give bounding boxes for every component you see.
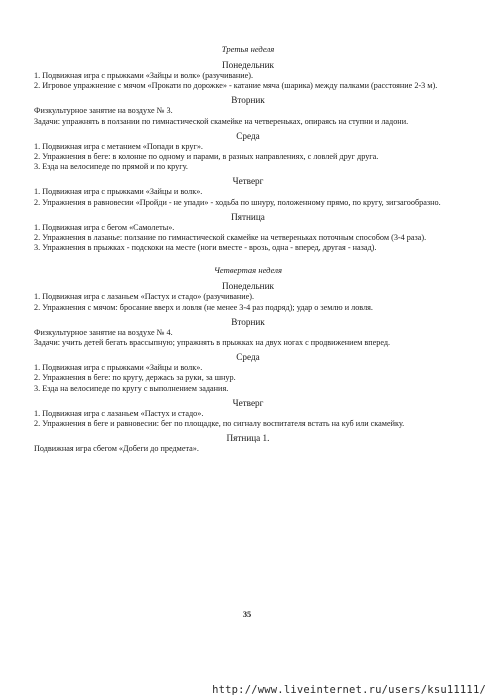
activity-line: 2. Упражнения с мячом: бросание вверх и ловля (не менее 3-4 раз подряд); удар о землю и ловля. <box>34 302 373 312</box>
activity-line: Задачи: упражнять в ползании по гимнастической скамейке на четвереньках, опираясь на ступни и ладони. <box>34 116 409 126</box>
day-title: Пятница 1. <box>226 433 270 444</box>
day-title: Вторник <box>231 95 265 106</box>
day-section <box>34 398 462 429</box>
activity-line: 1. Подвижная игра с бегом «Самолеты». <box>34 222 175 232</box>
day-section <box>34 352 462 394</box>
day-section <box>34 131 462 173</box>
activity-line: 1. Подвижная игра с прыжками «Зайцы и волк». <box>34 363 203 373</box>
day-section <box>34 176 462 207</box>
day-section <box>34 212 462 254</box>
week-title: Четвертая неделя <box>214 265 282 276</box>
week-spacer <box>34 257 462 265</box>
activity-line: 2. Упражнения в лазанье: ползание по гимнастической скамейке на четвереньках поточным способом (3-4 раза). <box>34 233 427 243</box>
week-title: Третья неделя <box>221 44 275 54</box>
day-section <box>34 281 462 312</box>
activity-line: Физкультурное занятие на воздухе № 3. <box>34 106 173 116</box>
activity-line: 1. Подвижная игра с прыжками «Зайцы и волк» (разучивание). <box>34 71 254 80</box>
day-title: Четверг <box>232 397 264 408</box>
activity-line: 2. Игровое упражнение с мячом «Прокати по дорожке» - катание мяча (шарика) между палками (расстояние 2-3 м). <box>34 81 438 91</box>
day-title: Четверг <box>232 176 264 187</box>
activity-line: Задачи: учить детей бегать врассыпную; упражнять в прыжках на двух ногах с продвижением вперед. <box>34 338 391 348</box>
page-number: 35 <box>242 610 252 619</box>
activity-line: 1. Подвижная игра с лазаньем «Пастух и стадо». <box>34 408 204 418</box>
activity-line: 1. Подвижная игра с метанием «Попади в круг». <box>34 141 203 151</box>
activity-line: 2. Упражнения в беге и равновесии: бег по площадке, по сигналу воспитателя встать на куб или скамейку. <box>34 419 405 429</box>
day-section <box>34 95 462 126</box>
activity-line: 2. Упражнения в равновесии «Пройди - не упади» - ходьба по шнуру, положенному прямо, по кругу, зигзагообразно. <box>34 197 441 207</box>
watermark-url: http://www.liveinternet.ru/users/ksu11111/ <box>212 684 486 696</box>
day-title: Среда <box>236 352 260 363</box>
activity-line: Физкультурное занятие на воздухе № 4. <box>34 327 173 337</box>
activity-line: 1. Подвижная игра с прыжками «Зайцы и волк». <box>34 187 203 197</box>
day-title: Среда <box>236 130 260 141</box>
activity-line: 1. Подвижная игра с лазаньем «Пастух и стадо» (разучивание). <box>34 292 255 302</box>
activity-line: 2. Упражнения в беге: в колонне по одному и парами, в разных направлениях, с ловлей друг друга. <box>34 152 379 162</box>
document-page <box>34 44 462 458</box>
day-title: Пятница <box>231 211 265 222</box>
activity-line: 3. Езда на велосипеде по прямой и по кругу. <box>34 162 188 172</box>
day-title: Вторник <box>231 316 265 327</box>
activity-line: 3. Езда на велосипеде по кругу с выполнением задания. <box>34 383 229 393</box>
day-section <box>34 433 462 454</box>
activity-line: 3. Упражнения в прыжках - подскоки на месте (ноги вместе - врозь, одна - вперед, другая - назад). <box>34 243 377 253</box>
activity-line: Подвижная игра сбегом «Добеги до предмета». <box>34 444 199 454</box>
day-title: Понедельник <box>222 281 274 292</box>
day-title: Понедельник <box>222 60 274 70</box>
day-section <box>34 60 462 91</box>
activity-line: 2. Упражнения в беге: по кругу, держась за руки, за шнур. <box>34 373 236 383</box>
day-section <box>34 317 462 348</box>
